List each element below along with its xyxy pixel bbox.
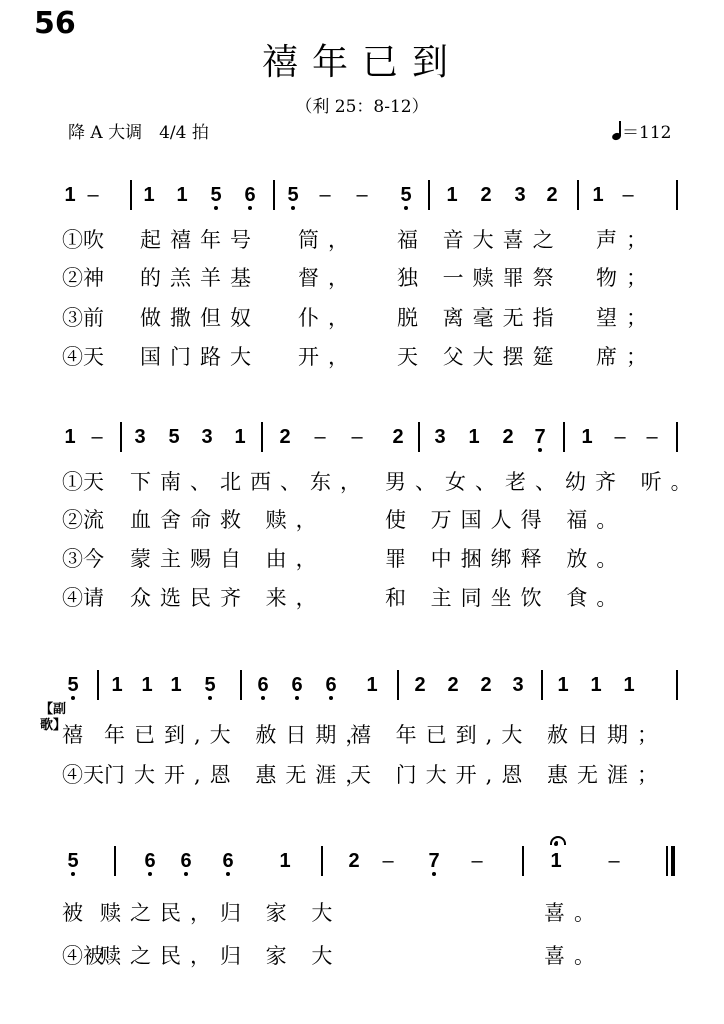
barline [261,422,263,452]
lyric-segment: 和 主同坐饮 食。 [385,586,627,610]
low-octave-dot [329,696,333,700]
lyric-segment: ①天 [62,470,104,494]
tempo-value: ＝112 [622,123,672,143]
low-octave-dot [295,696,299,700]
dash: – [382,850,394,872]
barline [273,180,275,210]
lyric-segment: 赎之民，归 家 大 [100,944,342,968]
barline [418,422,420,452]
note: 5 [63,844,83,878]
lyric-segment: 脱 离毫无指 [397,306,563,330]
lyric-segment: 男、女、老、幼齐 听。 [385,470,701,494]
chorus-label: 【副歌】 [40,702,67,733]
note: 3 [514,184,526,206]
dash: – [646,426,658,448]
note: 1 [170,674,182,696]
lyric-line [0,224,724,254]
note: 2 [546,184,558,206]
lyric-segment: 仆， [298,306,358,330]
lyric-segment: 督， [298,266,358,290]
note: 5 [168,426,180,448]
lyric-segment: ④请 [62,586,104,610]
lyric-line [0,940,724,970]
note: 1 [279,850,291,872]
note: 6 [140,844,160,878]
note: 7 [530,420,550,454]
hymn-title: 禧年已到 [261,42,462,83]
note: 2 [447,674,459,696]
lyric-segment: 罪 中捆绑释 放。 [385,547,627,571]
note: 1 [592,184,604,206]
lyric-segment: 下南、北西、东， [130,470,370,494]
scripture-reference: （利 25：8-12） [295,97,429,117]
dash: – [351,426,363,448]
dash: – [91,426,103,448]
note: 2 [392,426,404,448]
note: 5 [63,668,83,702]
lyric-segment: 做撒但奴 [140,306,260,330]
note: 1 [557,674,569,696]
note: 2 [480,674,492,696]
lyric-segment: ④天 [62,763,104,787]
barline [130,180,132,210]
note: 2 [279,426,291,448]
note: 3 [512,674,524,696]
notation-row-4 [0,844,724,878]
lyric-segment: 喜。 [544,901,604,925]
low-octave-dot [208,696,212,700]
lyric-segment: 的羔羊基 [140,266,260,290]
note: 6 [240,178,260,212]
barline [676,422,678,452]
note: 6 [253,668,273,702]
notation-row-2 [0,420,724,454]
page-number: 56 [34,6,76,41]
dash: – [319,184,331,206]
barline [676,670,678,700]
lyric-segment: ④被 [62,944,104,968]
lyric-segment: 望； [596,306,656,330]
barline [114,846,116,876]
note: 1 [581,426,593,448]
tempo-marking [612,118,671,143]
lyric-line [0,504,724,534]
dash: – [314,426,326,448]
barline [321,846,323,876]
low-octave-dot [261,696,265,700]
barline [97,670,99,700]
lyric-segment: 禧 年已到,大 赦日期； [350,723,668,747]
lyric-segment: 声； [596,228,656,252]
barline [397,670,399,700]
low-octave-dot [226,872,230,876]
note: 1 [111,674,123,696]
low-octave-dot [71,696,75,700]
note: 3 [134,426,146,448]
barline [577,180,579,210]
lyric-segment: 血舍命救 赎， [130,508,326,532]
low-octave-dot [432,872,436,876]
lyric-segment: 被 [62,901,83,925]
lyric-segment: 开， [298,345,358,369]
lyric-segment: 国门路大 [140,345,260,369]
note: 1 [64,426,76,448]
lyric-line [0,719,724,749]
note: 1 [176,184,188,206]
lyric-line [0,302,724,332]
note: 7 [424,844,444,878]
lyric-segment: ④天 [62,345,104,369]
note: 2 [502,426,514,448]
low-octave-dot [538,448,542,452]
notation-row-1 [0,178,724,212]
note: 5 [396,178,416,212]
note: 1 [64,184,76,206]
lyric-segment: ③今 [62,547,104,571]
low-octave-dot [214,206,218,210]
lyric-segment: 喜。 [544,944,604,968]
note: 1 [468,426,480,448]
lyric-line [0,543,724,573]
lyric-line [0,897,724,927]
lyric-segment: 福 音大喜之 [397,228,563,252]
final-barline [666,846,676,876]
lyric-segment: 年已到,大 赦日期， [104,723,376,747]
key-and-time-signature: 降 A 大调 4/4 拍 [68,123,209,143]
lyric-segment: 天 门大开,恩 惠无涯； [350,763,668,787]
barline [522,846,524,876]
dash: – [608,850,620,872]
note: 1 [143,184,155,206]
dash: – [356,184,368,206]
lyric-line [0,262,724,292]
barline [240,670,242,700]
note: 1 [446,184,458,206]
note: 1 [234,426,246,448]
barline [428,180,430,210]
barline [676,180,678,210]
quarter-note-icon [612,121,622,141]
barline [541,670,543,700]
lyric-line [0,759,724,789]
lyric-segment: 赎之民，归 家 大 [100,901,342,925]
low-octave-dot [291,206,295,210]
note: 2 [348,850,360,872]
low-octave-dot [184,872,188,876]
note: 1 [366,674,378,696]
note: 5 [283,178,303,212]
low-octave-dot [248,206,252,210]
lyric-segment: ①吹 [62,228,104,252]
dash: – [471,850,483,872]
lyric-segment: 天 父大摆筵 [397,345,563,369]
barline [120,422,122,452]
low-octave-dot [404,206,408,210]
note: 1 [141,674,153,696]
note: 1 [623,674,635,696]
note: 1 [546,844,566,878]
lyric-segment: 筒， [298,228,358,252]
note: 6 [287,668,307,702]
lyric-segment: 席； [596,345,656,369]
note: 1 [590,674,602,696]
note: 2 [480,184,492,206]
lyric-segment: 门大开,恩 惠无涯， [104,763,376,787]
low-octave-dot [71,872,75,876]
dash: – [87,184,99,206]
lyric-segment: 物； [596,266,656,290]
note: 5 [206,178,226,212]
lyric-segment: ②神 [62,266,104,290]
dash: – [614,426,626,448]
low-octave-dot [148,872,152,876]
lyric-line [0,582,724,612]
notation-row-3 [0,668,724,702]
lyric-segment: 使 万国人得 福。 [385,508,627,532]
barline [563,422,565,452]
note: 6 [218,844,238,878]
lyric-segment: 起禧年号 [140,228,260,252]
note: 2 [414,674,426,696]
fermata-icon [550,836,566,845]
lyric-line [0,466,724,496]
lyric-segment: 独 一赎罪祭 [397,266,563,290]
note: 3 [434,426,446,448]
lyric-segment: ②流 [62,508,104,532]
note: 5 [200,668,220,702]
note: 6 [176,844,196,878]
lyric-segment: 蒙主赐自 由， [130,547,326,571]
lyric-segment: ③前 [62,306,104,330]
dash: – [622,184,634,206]
note: 3 [201,426,213,448]
lyric-segment: 众选民齐 来， [130,586,326,610]
note: 6 [321,668,341,702]
lyric-line [0,341,724,371]
lyric-segment: 禧 [62,723,83,747]
